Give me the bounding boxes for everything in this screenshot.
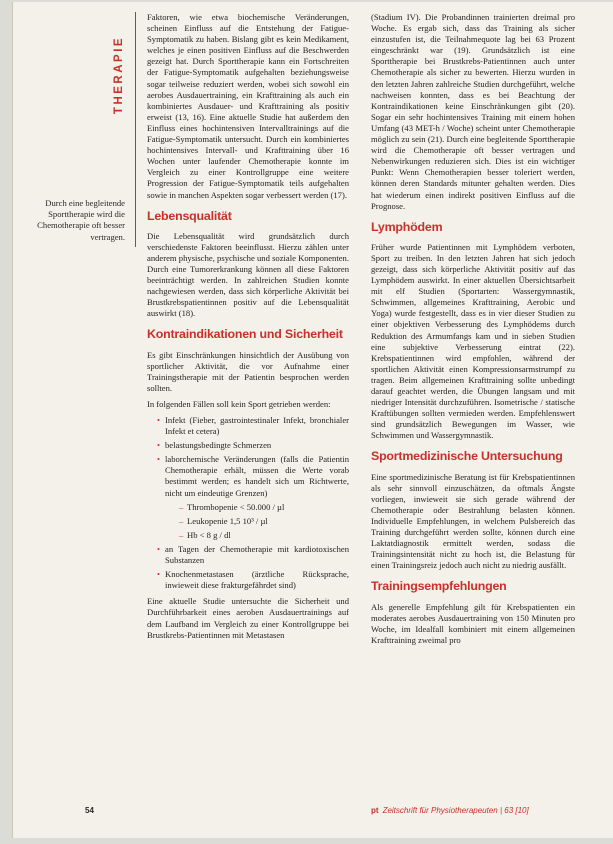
section-label — [108, 20, 130, 130]
heading-sportmedizin: Sportmedizinische Untersuchung — [371, 449, 563, 464]
right-column — [371, 12, 575, 651]
contra-item — [157, 454, 349, 541]
journal-name: Zeitschrift für Physiotherapeuten | 63 [10] — [382, 806, 529, 815]
safety-paragraph: (Stadium IV). Die Probandinnen trainierten dreimal pro Woche. Es ergab sich, dass das Training als sicher einzustufen ist, die Teilnahmequote lag bei 63 Prozent eingeschränkt war (19). Grundsätzlich ist eine Sporttherapie bei Brustkrebs-Patientinnen auch unter Chemotherapie als sicher zu bewerten. Hierzu wurden in den letzten Jahren zahlreiche Studien durchgeführt, welche nachweisen konnten, dass es bei Beachtung der Kontraindikationen keine Einschränkungen gibt (20). Sogar ein sehr hochintensives Training mit einem hohen Umfang (43 MET-h / Woche) scheint unter Chemotherapie möglich zu sein (21). Durch eine begleitende Sporttherapie wird die Chemotherapie oft besser vertragen und Nebenwirkungen reduzieren sich. Dies ist ein wichtiger Punkt: Wenn Chemotherapien besser toleriert werden, können deren Standards mitunter gehalten werden. Dies hat wiederum einen indirekt positiven Einfluss auf die Prognose. — [371, 12, 575, 211]
page-number: 54 — [85, 806, 94, 815]
lab-value: – Hb < 8 g / dl — [179, 530, 349, 541]
contra-item: • Knochenmetastasen (ärztliche Rücksprache, inwieweit diese frakturgefährdet sind) — [157, 569, 349, 591]
lab-value: – Leukopenie 1,5 10³ / µl — [179, 516, 349, 527]
lab-value: – Thrombopenie < 50.000 / µl — [179, 502, 349, 513]
exam-paragraph: Eine sportmedizinische Beratung ist für Krebspatientinnen als sehr sinnvoll einzuschätzen, da oftmals Ängste vorliegen, inwieweit sie sich gerade während der Chemotherapie oder Bestrahlung belasten können. Individuelle Empfehlungen, in welchem Pulsbereich das Training durchgeführt werden sollte, können durch eine Laktatdiagnostik ermittelt werden, sodass die Trainingsintensität nicht zu hoch ist, die Belastung für einen Trainingsreiz jedoch auch nicht zu niedrig ausfällt. — [371, 471, 575, 571]
journal-prefix: pt — [371, 806, 379, 815]
quality-paragraph: Die Lebensqualität wird grundsätzlich durch verschiedenste Faktoren beeinflusst. Hierzu zählen unter anderem physische, psychische und soziale Komponenten. Durch eine Tumorerkrankung können all diese Faktoren beeinträchtigt werden. In zahlreichen Studien konnte nachgewiesen werden, dass sich körperliche Aktivität bei Brustkrebspatientinnen positiv auf die Lebensqualität auswirkt (18). — [147, 230, 349, 319]
contra-item-text: laborchemische Veränderungen (falls die Patientin Chemotherapie erhält, müssen die Werte vorab bestimmt werden; es handelt sich um Richtwerte, nicht um eindeutige Grenzen) — [165, 454, 349, 498]
sidebar-divider — [135, 12, 136, 247]
heading-kontraindikationen: Kontraindikationen und Sicherheit — [147, 327, 343, 342]
fatigue-paragraph: Faktoren, wie etwa biochemische Veränderungen, scheinen Einfluss auf die Entstehung der Fatigue-Symptomatik zu haben. Bislang gibt es kein Medikament, welches je einen positiven Einfluss auf die Beschwerden gezeigt hat. Durch Sporttherapie kann ein Fortschreiten der Fatigue-Symptomatik aufgehalten beziehungsweise sogar teilweise reduziert werden, wobei sich sowohl ein aerobes Ausdauertraining, ein Krafttraining als auch ein kombiniertes Ausdauer- und Krafttraining als positiv erweist (13, 16). Eine aktuelle Studie hat außerdem den Einfluss eines hochintensiven Intervalltrainings auf die Fatigue-Symptomatik untersucht. Durch ein kombiniertes hochintensives Intervall- und Krafttraining über 16 Wochen unter laufender Chemotherapie konnte im Vergleich zu einer Kontrollgruppe eine weitere Progression der Fatigue-Symptomatik teils aufgehalten sowie in manchen Aspekten sogar verbessert werden (17). — [147, 12, 349, 200]
heading-lymphoedem: Lymphödem — [371, 219, 443, 234]
lab-values-list — [169, 502, 349, 541]
document-page — [12, 2, 613, 838]
contra-item: • belastungsbedingte Schmerzen — [157, 440, 349, 451]
journal-footer — [371, 806, 529, 815]
contra-paragraph: Es gibt Einschränkungen hinsichtlich der Ausübung von sportlicher Aktivität, die vor Aufnahme einer Trainingstherapie mit der Patientin besprochen werden sollten. — [147, 349, 349, 393]
contra-item: • an Tagen der Chemotherapie mit kardiotoxischen Substanzen — [157, 544, 349, 566]
section-label-text: THERAPIE — [113, 35, 125, 115]
lymph-paragraph: Früher wurde Patientinnen mit Lymphödem verboten, Sport zu treiben. In den letzten Jahren hat sich jedoch gezeigt, dass sich körperliche Aktivität positiv auf das Lymphödem auswirkt. In einer aktuellen Übersichtsarbeit mit elf Studien (Sportarten: Wassergymnastik, Schwimmen, allgemeines Krafttraining, Aerobic und Yoga) wurde festgestellt, dass es in vier dieser Studien zu einer objektiven Verbesserung des Lymphödems durch Reduktion des Armumfangs kam und in sieben Studien eine subjektive Verbesserung eintrat (22). Krebspatientinnen wird empfohlen, während der sportlichen Aktivität einen Kompressionsarmstrumpf zu tragen. Beim allgemeinen Krafttraining sollte unbedingt darauf geachtet werden, die Übungen langsam und mit niedriger Intensität durchzuführen. Isometrische / statische Kraftübungen sollten vermieden werden. Empfehlenswert sind grundsätzlich Bewegungen im Wasser, wie Schwimmen und Wassergymnastik. — [371, 241, 575, 441]
margin-note: Durch eine begleitende Sporttherapie wird die Chemotherapie oft besser vertragen. — [37, 198, 125, 242]
contra-list — [147, 415, 349, 591]
contra-item: • Infekt (Fieber, gastrointestinaler Infekt, bronchialer Infekt et cetera) — [157, 415, 349, 437]
training-paragraph: Als generelle Empfehlung gilt für Krebspatienten ein moderates aerobes Ausdauertraining von 150 Minuten pro Woche, im Idealfall kombiniert mit einem allgemeinen Krafttraining zweimal pro — [371, 601, 575, 645]
closing-paragraph: Eine aktuelle Studie untersuchte die Sicherheit und Durchführbarkeit eines aeroben Ausdauertrainings auf dem Laufband im Vergleich zu einer Kontrollgruppe bei Brustkrebs-Patientinnen mit Metastasen — [147, 596, 349, 640]
heading-trainingsempfehlungen: Trainingsempfehlungen — [371, 579, 507, 594]
heading-lebensqualitaet: Lebensqualität — [147, 208, 232, 223]
left-column — [147, 12, 349, 646]
contra-list-intro: In folgenden Fällen soll kein Sport getrieben werden: — [147, 398, 331, 409]
